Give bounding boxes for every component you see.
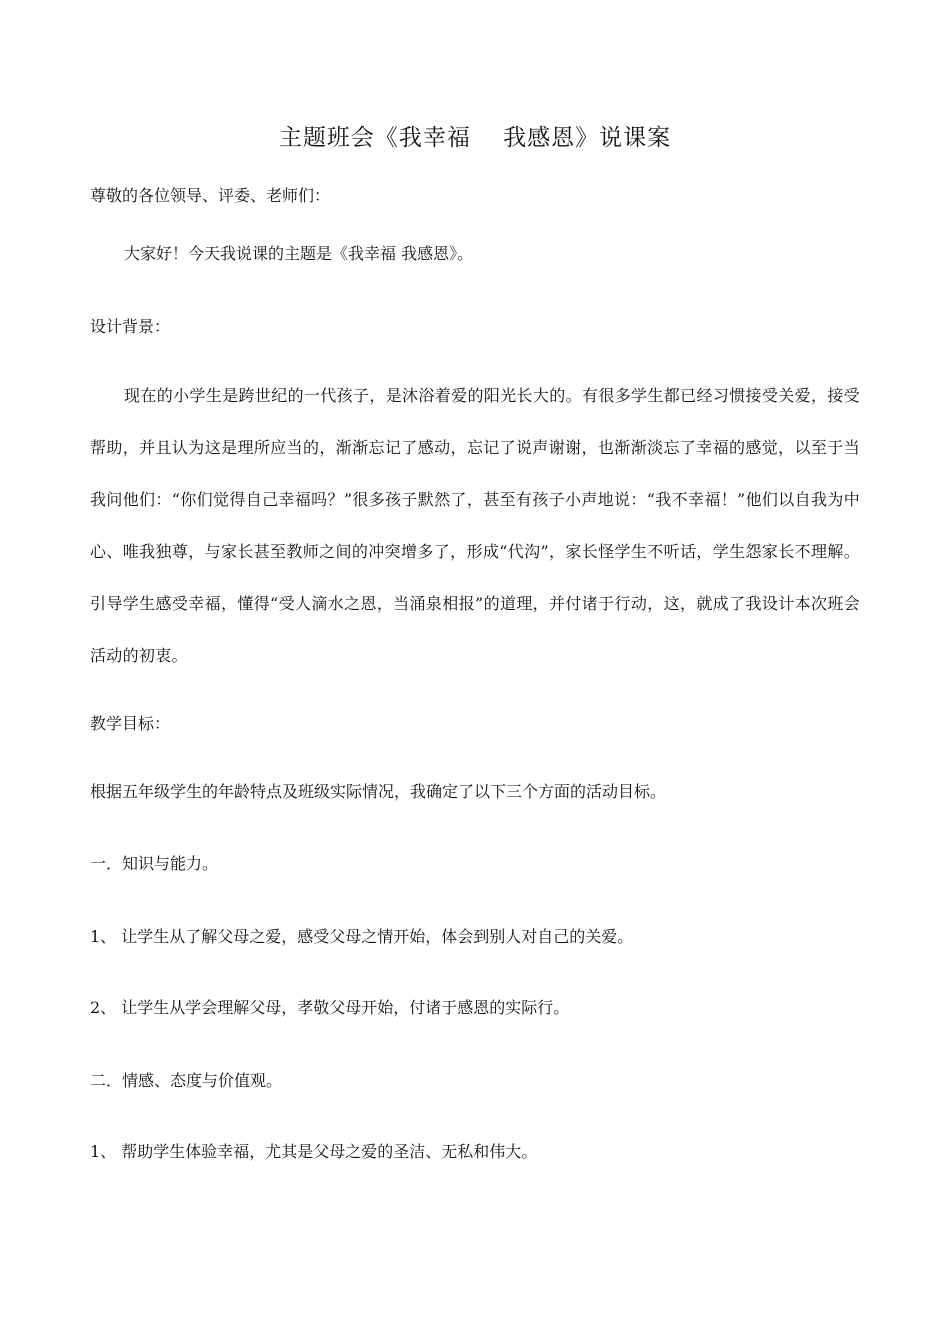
goals-intro: 根据五年级学生的年龄特点及班级实际情况，我确定了以下三个方面的活动目标。 bbox=[90, 782, 667, 801]
goals-heading: 教学目标： bbox=[90, 714, 171, 733]
document-title: 主题班会《我幸福 我感恩》说课案 bbox=[278, 125, 672, 151]
list-item: 1、 让学生从了解父母之爱，感受父母之情开始，体会到别人对自己的关爱。 bbox=[90, 927, 634, 946]
list-item: 1、 帮助学生体验幸福，尤其是父母之爱的圣洁、无私和伟大。 bbox=[90, 1142, 538, 1161]
background-paragraph: 现在的小学生是跨世纪的一代孩子，是沐浴着爱的阳光长大的。有很多学生都已经习惯接受关爱，接受帮助，并且认为这是理所应当的，渐渐忘记了感动，忘记了说声谢谢，也渐渐淡忘了幸福的感觉，以至于当我问他们：“你们觉得自己幸福吗？”很多孩子默然了，甚至有孩子小声地说：“我不幸福！”他们以自我为中心、唯我独尊，与家长甚至教师之间的冲突增多了，形成“代沟”，家长怪学生不听话，学生怨家长不理解。引导学生感受幸福，懂得“受人滴水之恩，当涌泉相报”的道理，并付诸于行动，这，就成了我设计本次班会活动的初衷。 bbox=[90, 386, 860, 665]
greeting: 尊敬的各位领导、评委、老师们： bbox=[90, 186, 331, 205]
list-item: 2、 让学生从学会理解父母，孝敬父母开始，付诸于感恩的实际行。 bbox=[90, 998, 570, 1017]
section1-heading: 一．知识与能力。 bbox=[90, 854, 219, 873]
intro-paragraph: 大家好！今天我说课的主题是《我幸福 我感恩》。 bbox=[124, 244, 474, 263]
section2-heading: 二．情感、态度与价值观。 bbox=[90, 1071, 283, 1090]
background-heading: 设计背景： bbox=[90, 317, 171, 336]
